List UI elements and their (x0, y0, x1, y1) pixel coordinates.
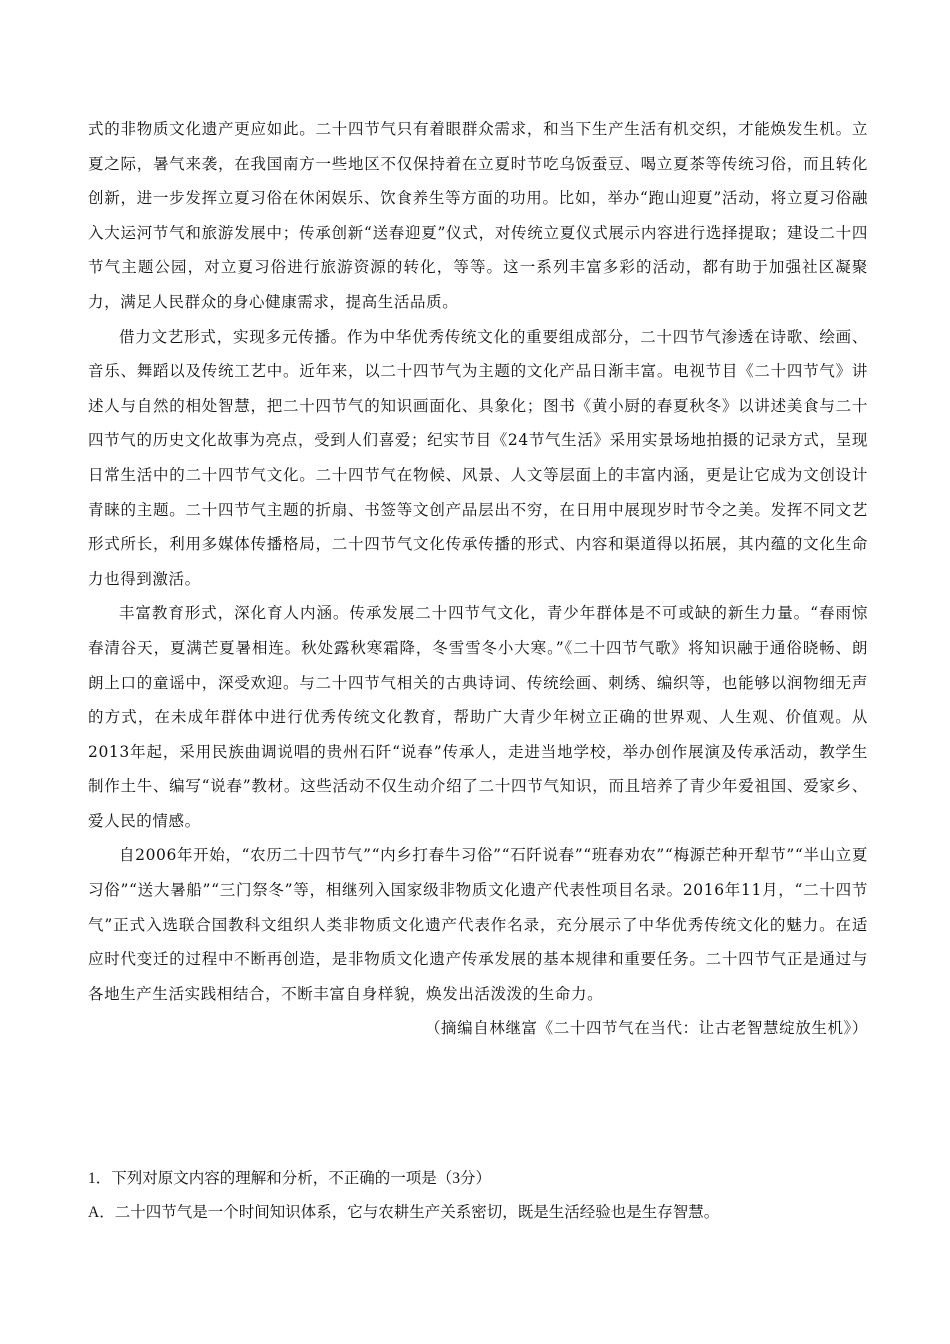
article-body (88, 112, 868, 1046)
question-section (88, 1162, 868, 1230)
article-paragraph-2: 借力文艺形式，实现多元传播。作为中华优秀传统文化的重要组成部分，二十四节气渗透在诗歌、绘画、音乐、舞蹈以及传统工艺中。近年来，以二十四节气为主题的文化产品日渐丰富。电视节目《二十四节气》讲述人与自然的相处智慧，把二十四节气的知识画面化、具象化；图书《黄小厨的春夏秋冬》以讲述美食与二十四节气的历史文化故事为亮点，受到人们喜爱；纪实节目《24节气生活》采用实景场地拍摄的记录方式，呈现日常生活中的二十四节气文化。二十四节气在物候、风景、人文等层面上的丰富内涵，更是让它成为文创设计青睐的主题。二十四节气主题的折扇、书签等文创产品层出不穷，在日用中展现岁时节令之美。发挥不同文艺形式所长，利用多媒体传播格局，二十四节气文化传承传播的形式、内容和渠道得以拓展，其内蕴的文化生命力也得到激活。 (88, 327, 868, 588)
article-paragraph-3: 丰富教育形式，深化育人内涵。传承发展二十四节气文化，青少年群体是不可或缺的新生力量。“春雨惊春清谷天，夏满芒夏暑相连。秋处露秋寒霜降，冬雪雪冬小大寒。”《二十四节气歌》将知识融于通俗晓畅、朗朗上口的童谣中，深受欢迎。与二十四节气相关的古典诗词、传统绘画、刺绣、编织等，也能够以润物细无声的方式，在未成年群体中进行优秀传统文化教育，帮助广大青少年树立正确的世界观、人生观、价值观。从2013年起，采用民族曲调说唱的贵州石阡“说春”传承人，走进当地学校，举办创作展演及传承活动，教学生制作土牛、编写“说春”教材。这些活动不仅生动介绍了二十四节气知识，而且培养了青少年爱祖国、爱家乡、爱人民的情感。 (88, 604, 868, 830)
question-1-stem: 1．下列对原文内容的理解和分析，不正确的一项是（3分） (88, 1170, 492, 1187)
question-1-option-a: A．二十四节气是一个时间知识体系，它与农耕生产关系密切，既是生活经验也是生存智慧。 (88, 1204, 720, 1221)
article-paragraph-4: 自2006年开始，“农历二十四节气”“内乡打春牛习俗”“石阡说春”“班春劝农”“梅源芒种开犁节”“半山立夏习俗”“送大暑船”“三门祭冬”等，相继列入国家级非物质文化遗产代表性项目名录。2016年11月，“二十四节气”正式入选联合国教科文组织人类非物质文化遗产代表作名录，充分展示了中华优秀传统文化的魅力。在适应时代变迁的过程中不断再创造，是非物质文化遗产传承发展的基本规律和重要任务。二十四节气正是通过与各地生产生活实践相结合，不断丰富自身样貌，焕发出活泼泼的生命力。 (88, 846, 868, 1003)
article-source: （摘编自林继富《二十四节气在当代：让古老智慧绽放生机》） (424, 1019, 868, 1038)
article-paragraph-1: 式的非物质文化遗产更应如此。二十四节气只有着眼群众需求，和当下生产生活有机交织，才能焕发生机。立夏之际，暑气来袭，在我国南方一些地区不仅保持着在立夏时节吃乌饭蚕豆、喝立夏茶等传统习俗，而且转化创新，进一步发挥立夏习俗在休闲娱乐、饮食养生等方面的功用。比如，举办“跑山迎夏”活动，将立夏习俗融入大运河节气和旅游发展中；传承创新“送春迎夏”仪式，对传统立夏仪式展示内容进行选择提取；建设二十四节气主题公园，对立夏习俗进行旅游资源的转化，等等。这一系列丰富多彩的活动，都有助于加强社区凝聚力，满足人民群众的身心健康需求，提高生活品质。 (88, 120, 868, 311)
